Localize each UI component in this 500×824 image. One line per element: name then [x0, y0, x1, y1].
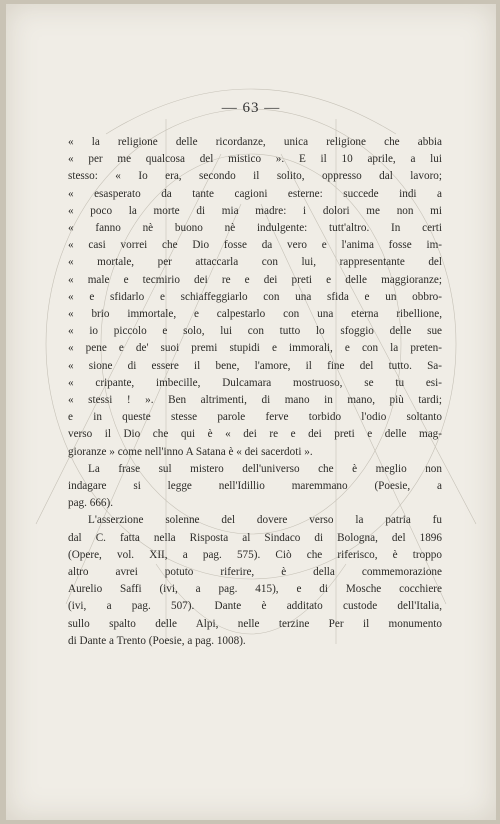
text-line: « esasperato da tante cagioni esterne: succede indi a: [68, 187, 442, 200]
text-line: « fanno nè buono nè indulgente: tutt'altro. In certi: [68, 222, 442, 235]
text-line: verso il Dio che qui è « dei re e dei preti e delle mag-: [68, 428, 442, 441]
text-line: « mortale, per attaccarla con lui, rappresentante del: [68, 256, 442, 269]
text-line: indagare si legge nell'Idillio maremmano (Poesie, a: [68, 480, 442, 493]
text-line: e in queste stesse parole ferve torbido l'odio soltanto: [68, 411, 442, 424]
text-line: « per me qualcosa del mistico ». E il 10 aprile, a lui: [68, 153, 442, 166]
text-line: (Opere, vol. XII, a pag. 575). Ciò che riferisco, è troppo: [68, 548, 442, 561]
body-text: [68, 134, 442, 650]
text-line: sullo spalto delle Alpi, nelle terzine Per il monumento: [68, 617, 442, 630]
text-line: L'asserzione solenne del dovere verso la patria fu: [88, 514, 442, 527]
text-line: gioranze » come nell'inno A Satana è « dei sacerdoti ».: [68, 445, 313, 458]
text-line: Aurelio Saffi (ivi, a pag. 415), e di Mosche cocchiere: [68, 583, 442, 596]
text-line: « stessi ! ». Ben altrimenti, di mano in mano, più tardi;: [68, 394, 442, 407]
text-line: altro avrei potuto riferire, è della commemorazione: [68, 566, 442, 579]
book-page: [6, 4, 496, 820]
text-line: « sione di essere il bene, l'amore, il fine del tutto. Sa-: [68, 359, 442, 372]
text-line: dal C. fatta nella Risposta al Sindaco di Bologna, del 1896: [68, 531, 442, 544]
text-line: stesso: « Io era, secondo il solito, oppresso dal lavoro;: [68, 170, 442, 183]
text-line: « brio immortale, e calpestarlo con una eterna ribellione,: [68, 308, 442, 321]
text-line: « male e tecmirio dei re e dei preti e delle maggioranze;: [68, 273, 442, 286]
page-number: — 63 —: [221, 100, 281, 116]
text-line: « cripante, imbecille, Dulcamara mostruoso, se tu esi-: [68, 376, 442, 389]
text-line: « io piccolo e solo, lui con tutto lo sfoggio delle sue: [68, 325, 442, 338]
text-line: (ivi, a pag. 507). Dante è additato custode dell'Italia,: [68, 600, 442, 613]
text-line: « e sfidarlo e schiaffeggiarlo con una sfida e un obbro-: [68, 290, 442, 303]
text-line: di Dante a Trento (Poesie, a pag. 1008).: [68, 634, 246, 647]
text-line: « pene e de' suoi premi stupidi e immorali, e con la preten-: [68, 342, 442, 355]
text-line: pag. 666).: [68, 497, 114, 510]
text-line: « casi vorrei che Dio fosse da vero e l'anima fosse im-: [68, 239, 442, 252]
text-line: « la religione delle ricordanze, unica religione che abbia: [68, 136, 442, 148]
text-line: « poco la morte di mia madre: i dolori me non mi: [68, 204, 442, 217]
text-line: La frase sul mistero dell'universo che è meglio non: [88, 462, 442, 475]
